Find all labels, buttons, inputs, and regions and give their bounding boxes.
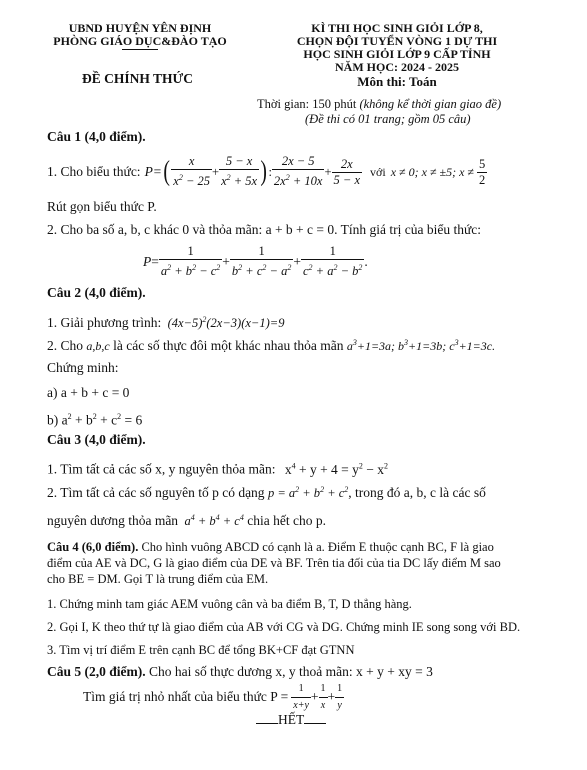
q2-b-mid2: + c (96, 412, 118, 428)
q5-intro-text: Cho hai số thực dương x, y thoả mãn: x + y + xy = 3 (145, 664, 433, 679)
q4-p1: 1. Chứng minh tam giác AEM vuông cân và ba điểm B, T, D thẳng hàng. (47, 597, 412, 611)
paren-open: ( (163, 156, 170, 187)
header-right (272, 22, 522, 88)
q3-title: Câu 3 (4,0 điểm). (47, 432, 146, 447)
pages-note: (Đề thi có 01 trang; gồm 05 câu) (305, 112, 471, 126)
header-left (40, 22, 240, 48)
q1-frac1: $\frac{x}{x^2 - 25}$ (173, 154, 210, 189)
paren-close: ) (260, 156, 268, 187)
q4-p3: 3. Tìm vị trí điểm E trên cạnh BC để tổng BK+CF đạt GTNN (47, 643, 355, 657)
q2-p2-vars: a,b,c (86, 339, 110, 353)
header-right-line1: KÌ THI HỌC SINH GIỎI LỚP 8, (311, 21, 483, 35)
q2-title: Câu 2 (4,0 điểm). (47, 285, 146, 300)
q1-p2-frac2: $\frac{1}{b^2 + c^2 - a^2}$ (231, 244, 292, 279)
q2-p1-prefix: 1. Giải phương trình: (47, 315, 162, 331)
q4-intro1: Cho hình vuông ABCD có cạnh là a. Điểm E thuộc cạnh BC, F là giao (138, 540, 494, 554)
q4-p2: 2. Gọi I, K theo thứ tự là giao điểm của AB với CG và DG. Chứng minh IE song song với BD. (47, 620, 521, 634)
q1-p2-frac3: $\frac{1}{c^2 + a^2 - b^2}$ (302, 244, 363, 279)
q1-p2-expr: P = $\frac{1}{a^2 + b^2 - c^2}$ + $\frac{1}{b^2 + c^2 - a^2}$ + $\frac{1}{c^2 + a^2 - b^2}$ . (143, 244, 368, 279)
q2-equation: $(4x-5)^2(2x-3)(x-1)=9$ (167, 315, 285, 331)
time-note: (không kể thời gian giao đề) (359, 97, 502, 111)
header-left-line1: UBND HUYỆN YÊN ĐỊNH (68, 21, 212, 35)
q1-p1-prefix: 1. Cho biểu thức: (47, 164, 141, 179)
header-right-line2: CHỌN ĐỘI TUYỂN VÒNG 1 DỰ THI (296, 34, 498, 48)
q5-title: Câu 5 (2,0 điểm). (47, 664, 146, 679)
end-marker (256, 712, 326, 728)
q3-p2-line2 (47, 510, 326, 529)
q2-p2-cond: $a^3+1=3a$; $b^3+1=3b$; $c^3+1=3c$. (346, 338, 496, 353)
q1-frac4: $\frac{2x}{5 - x}$ (333, 156, 361, 187)
q5-frac2: $\frac{1}{x}$ (320, 682, 326, 711)
header-right-line4: NĂM HỌC: 2024 - 2025 (335, 60, 459, 74)
q1-p2-frac1: $\frac{1}{a^2 + b^2 - c^2}$ (160, 244, 221, 279)
q2-b-prefix: b) a (47, 412, 68, 428)
end-text: HẾT (278, 712, 305, 727)
q3-p2-prefix: 2. Tìm tất cả các số nguyên tố p có dạng (47, 485, 265, 501)
q1-expr: P= (144, 164, 162, 179)
q2-b-end: = 6 (121, 412, 143, 428)
header-left-underline (122, 49, 158, 50)
q2-p1 (47, 312, 284, 331)
q1-cond: với (370, 165, 386, 179)
q5-task: Tìm giá trị nhỏ nhất của biểu thức P = $\frac{1}{x+y}$ + $\frac{1}{x}$ + $\frac{1}{y}$ (83, 682, 344, 712)
q3-p2-line2-prefix: nguyên dương thỏa mãn (47, 513, 179, 529)
q5-frac3: $\frac{1}{y}$ (337, 682, 343, 711)
q5-task-prefix: Tìm giá trị nhỏ nhất của biểu thức P = (83, 689, 289, 704)
q2-p2-mid: là các số thực đôi một khác nhau thỏa mãn (113, 338, 344, 353)
q3-p2-line2-suffix: chia hết cho p. (247, 513, 326, 529)
q4-intro3: cho BE = DM. Gọi T là trung điểm của EM. (47, 572, 269, 586)
q1-p2: 2. Cho ba số a, b, c khác 0 và thỏa mãn: a + b + c = 0. Tính giá trị của biểu thức: (47, 222, 482, 237)
q1-p1: 1. Cho biểu thức: P= ( $\frac{x}{x^2 - 25}$ + $\frac{5 - x}{x^2 + 5x}$ ) : $\frac{2x - 5}{2x^2 + 10x}$ + $\frac{2x}{5 - x}$ với x ≠ 0; x ≠ ±5; x ≠ $\frac{5}{2}$ (47, 154, 486, 189)
q1-frac2: $\frac{5 - x}{x^2 + 5x}$ (221, 154, 258, 189)
q2-b-mid1: + b (71, 412, 93, 428)
q1-cond-frac: $\frac{5}{2}$ (479, 156, 486, 187)
official-label: ĐỀ CHÍNH THỨC (82, 71, 194, 86)
exam-time (257, 97, 501, 112)
header-left-line2: PHÒNG GIÁO DỤC&ĐÀO TẠO (53, 34, 227, 48)
header-right-line3: HỌC SINH GIỎI LỚP 9 CẤP TỈNH (303, 47, 491, 61)
q3-p2-cond: $a^4 + b^4 + c^4$ (184, 513, 244, 529)
q3-p1-prefix: 1. Tìm tất cả các số x, y nguyên thỏa mãn: (47, 461, 276, 477)
q4-intro2: điểm của AE và DC, G là giao điểm của DE và BF. Trên tia đối của tia DC lấy điểm M sao (47, 556, 501, 570)
q3-p2-line1 (47, 482, 486, 501)
q3-p1-eq: $x^4 + y + 4 = y^2 - x^2$ (284, 461, 389, 477)
q5-intro (47, 664, 433, 680)
q4-intro (47, 540, 501, 587)
q3-p2-suffix: , trong đó a, b, c là các số (348, 485, 486, 501)
q2-p2 (47, 335, 495, 354)
subject: Môn thi: Toán (357, 74, 437, 89)
q2-prove: Chứng minh: (47, 360, 119, 375)
q1-cond-math: x ≠ 0; x ≠ ±5; x ≠ (390, 165, 475, 179)
q1-task: Rút gọn biểu thức P. (47, 199, 157, 214)
q2-a: a) a + b + c = 0 (47, 385, 130, 400)
q3-p2-form: $p = a^2 + b^2 + c^2$ (267, 485, 349, 501)
q5-frac1: $\frac{1}{x+y}$ (293, 682, 309, 711)
q1-frac3: $\frac{2x - 5}{2x^2 + 10x}$ (273, 154, 323, 189)
time-prefix: Thời gian: 150 phút (257, 97, 360, 111)
q4-title: Câu 4 (6,0 điểm). (47, 540, 139, 554)
q3-p1 (47, 458, 388, 478)
q1-title: Câu 1 (4,0 điểm). (47, 129, 146, 144)
q2-p2-prefix: 2. Cho (47, 338, 84, 353)
q2-b: b) $a^2 + b^2 + c^2 = 6$ (47, 412, 143, 428)
